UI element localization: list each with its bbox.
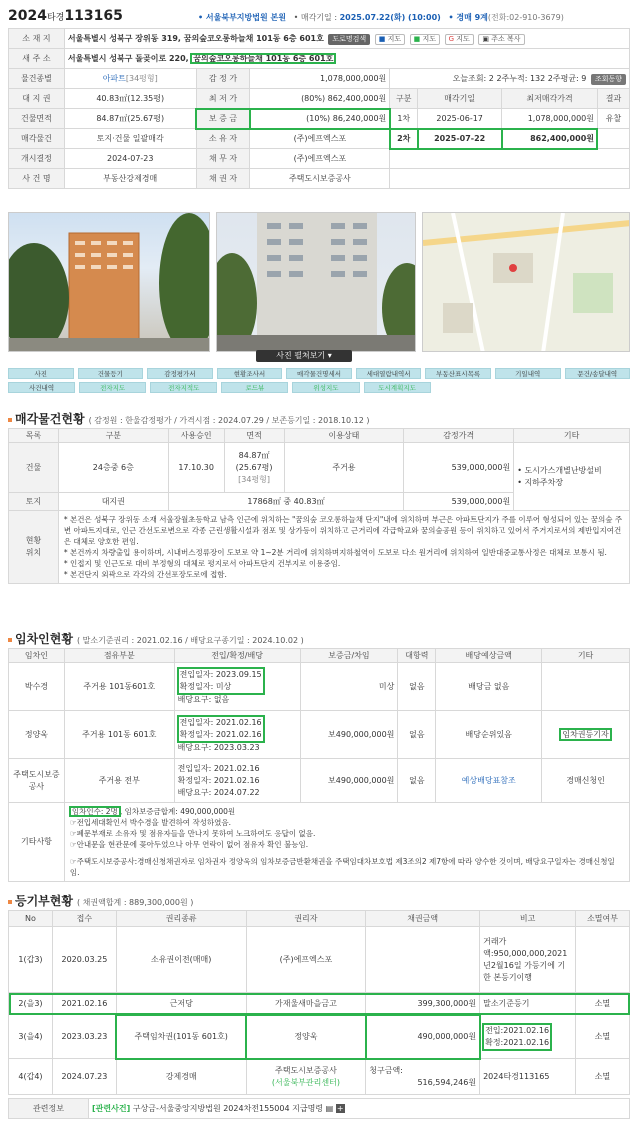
case-number: 2024타경113165 xyxy=(8,8,123,24)
copy-icon: ▣ xyxy=(482,34,489,43)
th-list: 목록 xyxy=(9,429,59,443)
tab-sale-spec[interactable]: 매각물건명세서 xyxy=(286,368,352,379)
empty-cell xyxy=(390,149,630,169)
th-approval: 사용승인 xyxy=(168,429,224,443)
start-label: 개시결정 xyxy=(9,149,65,169)
hist-row-2-date: 2025-07-22 xyxy=(418,129,502,149)
reg-holder: 주택도시보증공사 (서울북부관리센터) xyxy=(246,1059,366,1095)
views-cell xyxy=(390,69,630,89)
expand-photos-button[interactable]: 사진 펼쳐보기 ▾ xyxy=(256,350,352,362)
tab-building-register[interactable]: 건물등기 xyxy=(78,368,144,379)
hist-row-1-date: 2025-06-17 xyxy=(418,109,502,129)
tenant-etc xyxy=(542,663,630,711)
reg-no: 4(갑4) xyxy=(9,1059,53,1095)
reg-kind: 소유권이전(매매) xyxy=(116,927,246,993)
tenant-part: 주거용 101동 601호 xyxy=(64,711,174,759)
new-address-road: 서울특별시 성북구 돌곶이로 220, xyxy=(67,53,189,63)
tenant-deposit: 보490,000,000원 xyxy=(300,711,398,759)
naver-icon: ■ xyxy=(413,34,421,43)
photo-map-image xyxy=(423,213,630,352)
tenant-expected: 배당순위있음 xyxy=(436,711,542,759)
tab-roadview[interactable]: 로드뷰 xyxy=(221,382,288,393)
reg-date: 2021.02.16 xyxy=(52,993,116,1015)
land-value: 40.83㎡(12.35평) xyxy=(64,89,196,109)
other-notes: 임차인수: 2명 , 임차보증금합계: 490,000,000원 ☞전입세대확인서 박수경을 발견하여 작성하였음. ☞폐문부재로 소유자 및 점유자들을 만나지 못하여 노크하여도 응답이 없음. ☞안내문을 현관문에 꽂아두었으나 아무 연락이 없어 점유자 확인 불능임. ☞주택도시보증공사:경매신청채권자로 임차권자 정양욱의 임차보증금반환채권을 주택임대차보호법 제3조의2 제7항에 따라 양수한 것이며, 배당요구일자는 경매신청일임. xyxy=(64,803,629,882)
map-button-1[interactable]: ■ 지도 xyxy=(375,34,405,45)
kind-cell xyxy=(64,69,196,89)
table-row xyxy=(9,663,630,711)
debtor-label: 채 무 자 xyxy=(196,149,250,169)
table-row xyxy=(9,759,630,803)
building-etc: • 도시가스개별난방설비 • 지하주차장 xyxy=(514,443,630,511)
land-area: 17868㎡ 중 40.83㎡ xyxy=(168,493,404,511)
reg-amount: 490,000,000원 xyxy=(366,1015,480,1059)
property-status-table xyxy=(8,428,630,584)
area-value: 84.87㎡(25.67평) xyxy=(64,109,196,129)
tab-household[interactable]: 세대열람내역서 xyxy=(356,368,422,379)
th-right-type: 권리종류 xyxy=(116,911,246,927)
tenant-part: 주거용 전부 xyxy=(64,759,174,803)
tenant-deposit: 보490,000,000원 xyxy=(300,759,398,803)
case-name: 부동산강제경매 xyxy=(64,169,196,189)
tab-case-history[interactable]: 사건내역 xyxy=(8,382,75,393)
hist-header-price: 최저매각가격 xyxy=(502,89,598,109)
week2-views: 2주누적: 132 xyxy=(496,73,546,83)
row-land-label: 토지 xyxy=(9,493,59,511)
tenant-opposability: 없음 xyxy=(398,663,436,711)
th-tenant-etc: 기타 xyxy=(542,649,630,663)
tenant-etc: 경매신청인 xyxy=(542,759,630,803)
tenant-dates: 전입일자: 2023.09.15 확정일자: 미상 배당요구: 없음 xyxy=(174,663,300,711)
land-price: 539,000,000원 xyxy=(404,493,514,511)
sale-label: 매각물건 xyxy=(9,129,65,149)
th-extinct: 소멸여부 xyxy=(576,911,630,927)
photo-front-image xyxy=(217,213,416,352)
registry-table xyxy=(8,910,630,1095)
hist-row-1-result: 유찰 xyxy=(597,109,629,129)
hist-row-1-price: 1,078,000,000원 xyxy=(502,109,598,129)
building-approval: 17.10.30 xyxy=(168,443,224,493)
th-occupancy: 점유부분 xyxy=(64,649,174,663)
th-dates: 전입/확정/배당 xyxy=(174,649,300,663)
map-button-3[interactable]: G 지도 xyxy=(445,34,474,45)
reg-note: 말소기준등기 xyxy=(480,993,576,1015)
reg-amount xyxy=(366,927,480,993)
document-icon[interactable]: ▤ xyxy=(325,1103,334,1113)
hist-header-no: 구분 xyxy=(390,89,418,109)
th-type: 구분 xyxy=(58,429,168,443)
area-label: 건물면적 xyxy=(9,109,65,129)
location-text: * 본건은 성북구 장위동 소재 서울장월초등학교 남측 인근에 위치하는 "꿈의숲 코오롱하늘채 단지"내에 위치하며 부근은 아파트단지가 주를 이루어 형성되어 있는 꿈의숲 주변 아파트지대로, 인근 간선도로변으로 각종 근린생활시설과 점포 및 상가등이 위치하고 근거리에 각급학교와 꿈의숲공원 등이 위치하고 있어서 주거지로서의 제반입지여건은 대체로 양호한 편임. * 본건까지 차량출입 용이하며, 시내버스정류장이 도보로 약 1~2분 거리에 위치하며지하철역이 도보로 다소 원거리에 위치하여 일반대중교통사정은 대체로 보통시 됨. * 인접지 및 인근도로 대비 부정형의 대체로 평지로서 아파트단지 건부지로 이용중임. * 본건단지 외곽으로 각각의 간선포장도로에 접함. xyxy=(58,511,629,584)
reg-holder: 정양욱 xyxy=(246,1015,366,1059)
reg-kind: 주택임차권(101동 601호) xyxy=(116,1015,246,1059)
photo-building-front[interactable] xyxy=(216,212,416,352)
table-row xyxy=(9,1059,630,1095)
section-title-registry: 등기부현황 ( 채권액합계 : 889,300,000원 ) xyxy=(8,892,193,909)
th-no: No xyxy=(9,911,53,927)
hist-header-result: 결과 xyxy=(597,89,629,109)
hist-row-2-no: 2차 xyxy=(390,129,418,149)
min-price-label: 최 저 가 xyxy=(196,89,250,109)
photo-building-exterior[interactable] xyxy=(8,212,210,352)
kind-label: 물건종별 xyxy=(9,69,65,89)
new-address-row xyxy=(64,49,629,69)
reg-kind: 근저당 xyxy=(116,993,246,1015)
hist-row-2-price: 862,400,000원 xyxy=(502,129,598,149)
th-expected: 배당예상금액 xyxy=(436,649,542,663)
building-area: 84.87㎡ (25.67평) [34평형] xyxy=(224,443,284,493)
reg-date: 2020.03.25 xyxy=(52,927,116,993)
case-name-label: 사 건 명 xyxy=(9,169,65,189)
new-address-building: 꿈의숲코오롱하늘채 101동 6층 601호 xyxy=(193,53,334,63)
section-title-tenants: 임차인현황 ( 말소기준권리 : 2021.02.16 / 배당요구종기일 : 2024.10.02 ) xyxy=(8,630,304,647)
table-row xyxy=(9,1015,630,1059)
phone: (전화:02-910-3679) xyxy=(487,13,564,22)
tab-satellite[interactable]: 위성지도 xyxy=(292,382,359,393)
th-deposit: 보증금/차임 xyxy=(300,649,398,663)
min-price: (80%) 862,400,000원 xyxy=(250,89,390,109)
th-note: 비고 xyxy=(480,911,576,927)
tenant-opposability: 없음 xyxy=(398,759,436,803)
table-row xyxy=(9,993,630,1015)
address-label: 소 재 지 xyxy=(9,29,65,49)
kind-link[interactable]: 아파트 xyxy=(102,73,126,83)
location-label: 현황 위치 xyxy=(9,511,59,584)
row-building-label: 건물 xyxy=(9,443,59,493)
reg-status: 소멸 xyxy=(576,993,630,1015)
hist-row-2-result xyxy=(597,129,629,149)
related-tag: [관련사건] xyxy=(92,1103,131,1113)
sale-value: 토지·건물 일괄매각 xyxy=(64,129,196,149)
tenant-dates: 전입일자: 2021.02.16 확정일자: 2021.02.16 배당요구: 2023.03.23 xyxy=(174,711,300,759)
creditor-value: 주택도시보증공사 xyxy=(250,169,390,189)
appraisal-label: 감 정 가 xyxy=(196,69,250,89)
reg-no: 3(을4) xyxy=(9,1015,53,1059)
tenant-deposit: 미상 xyxy=(300,663,398,711)
other-label: 기타사항 xyxy=(9,803,65,882)
plus-icon[interactable]: + xyxy=(336,1103,344,1113)
photo-building-image xyxy=(9,213,210,352)
reg-amount: 399,300,000원 xyxy=(366,993,480,1015)
tenant-part: 주거용 101동601호 xyxy=(64,663,174,711)
th-etc: 기타 xyxy=(514,429,630,443)
table-row xyxy=(9,927,630,993)
debtor-value: (주)에프엑스포 xyxy=(250,149,390,169)
th-amount: 채권금액 xyxy=(366,911,480,927)
address-row xyxy=(64,29,629,49)
address: 서울특별시 성북구 장위동 319, 꿈의숲코오롱하늘채 101동 6층 601호 xyxy=(67,33,324,43)
building-price: 539,000,000원 xyxy=(404,443,514,493)
photo-site-map[interactable] xyxy=(422,212,630,352)
related-info-table xyxy=(8,1098,630,1119)
th-usage: 이용상태 xyxy=(284,429,404,443)
sale-date: 2025.07.22(화) (10:00) xyxy=(339,13,441,22)
deposit-value: (10%) 86,240,000원 xyxy=(250,109,390,129)
reg-date: 2023.03.23 xyxy=(52,1015,116,1059)
sale-date-label: • 매각기일 : xyxy=(293,13,338,22)
kind-pyeong: [34평형] xyxy=(125,73,158,83)
reg-holder: (주)에프엑스포 xyxy=(246,927,366,993)
tenant-expected: 배당금 없음 xyxy=(436,663,542,711)
reg-status xyxy=(576,927,630,993)
tenant-etc: 임차권등기자 xyxy=(542,711,630,759)
tab-e-map[interactable]: 전자지도 xyxy=(79,382,146,393)
building-usage: 주거용 xyxy=(284,443,404,493)
hist-header-date: 매각기일 xyxy=(418,89,502,109)
reg-no: 2(을3) xyxy=(9,993,53,1015)
table-row xyxy=(9,711,630,759)
department: • 경매 9계 xyxy=(448,13,488,22)
th-area: 면적 xyxy=(224,429,284,443)
owner-value: (주)에프엑스포 xyxy=(250,129,390,149)
tenant-name: 정양욱 xyxy=(9,711,65,759)
today-views: 오늘조회: 2 xyxy=(452,73,494,83)
tab-photos[interactable]: 사진 xyxy=(8,368,74,379)
tab-property-list[interactable]: 부동산표시목록 xyxy=(425,368,491,379)
photo-gallery xyxy=(8,210,630,360)
tenant-opposability: 없음 xyxy=(398,711,436,759)
land-label: 대 지 권 xyxy=(9,89,65,109)
section-title-property: 매각물건현황 ( 감정원 : 한울감정평가 / 가격시점 : 2024.07.29 / 보존등기일 : 2018.10.12 ) xyxy=(8,410,370,427)
appraisal-value: 1,078,000,000원 xyxy=(250,69,390,89)
tenant-count: 임차인수: 2명 xyxy=(71,807,118,816)
reg-status: 소멸 xyxy=(576,1059,630,1095)
reg-holder: 가재울새마을금고 xyxy=(246,993,366,1015)
tab-city-plan[interactable]: 도시계획지도 xyxy=(364,382,431,393)
reg-note: 전입:2021.02.16 확정:2021.02.16 xyxy=(480,1015,576,1059)
start-value: 2024-07-23 xyxy=(64,149,196,169)
new-address-label: 새 주 소 xyxy=(9,49,65,69)
reg-kind: 강제경매 xyxy=(116,1059,246,1095)
tab-survey[interactable]: 현황조사서 xyxy=(217,368,283,379)
top-bar xyxy=(0,0,640,28)
property-info-table xyxy=(8,28,630,189)
road-search-button[interactable]: 도로명검색 xyxy=(328,34,370,45)
tenant-total: , 임차보증금합계: 490,000,000원 xyxy=(119,807,236,816)
reg-date: 2024.07.23 xyxy=(52,1059,116,1095)
related-content xyxy=(89,1099,630,1119)
tab-date-history[interactable]: 기일내역 xyxy=(495,368,561,379)
reg-note: 2024타경113165 xyxy=(480,1059,576,1095)
related-label: 관련정보 xyxy=(9,1099,89,1119)
reg-note: 거래가액:950,000,000,2021년2월16일 가등기에 기한 본등기이행 xyxy=(480,927,576,993)
deposit-label: 보 증 금 xyxy=(196,109,250,129)
tenant-dates: 전입일자: 2021.02.16 확정일자: 2021.02.16 배당요구: 2024.07.22 xyxy=(174,759,300,803)
google-icon: G xyxy=(448,34,455,43)
reg-status: 소멸 xyxy=(576,1015,630,1059)
expected-dividend-link[interactable]: 예상배당표참조 xyxy=(436,759,542,803)
tenant-name: 박수경 xyxy=(9,663,65,711)
court-name: • 서울북부지방법원 본원 xyxy=(198,13,286,22)
tab-e-cadastral[interactable]: 전자지적도 xyxy=(150,382,217,393)
owner-label: 소 유 자 xyxy=(196,129,250,149)
th-opposability: 대항력 xyxy=(398,649,436,663)
creditor-label: 채 권 자 xyxy=(196,169,250,189)
related-link[interactable]: 구상금-서울중앙지방법원 2024차전155004 지급명령 xyxy=(132,1103,324,1113)
land-type: 대지권 xyxy=(58,493,168,511)
tab-documents[interactable]: 문건/송달내역 xyxy=(565,368,631,379)
view-trend-button[interactable]: 조회동향 xyxy=(591,74,626,85)
document-tabs xyxy=(8,368,630,396)
reg-amount: 청구금액: 516,594,246원 xyxy=(366,1059,480,1095)
hist-row-1-no: 1차 xyxy=(390,109,418,129)
map-icon: ■ xyxy=(378,34,386,43)
tenant-name: 주택도시보증공사 xyxy=(9,759,65,803)
tenant-table xyxy=(8,648,630,882)
empty-cell-2 xyxy=(390,169,630,189)
tab-appraisal[interactable]: 감정평가서 xyxy=(147,368,213,379)
th-receipt: 접수 xyxy=(52,911,116,927)
building-floor: 24층중 6층 xyxy=(58,443,168,493)
week2-avg: 2주평균: 9 xyxy=(547,73,587,83)
th-tenant: 임차인 xyxy=(9,649,65,663)
reg-no: 1(갑3) xyxy=(9,927,53,993)
copy-address-button[interactable]: ▣ 주소 복사 xyxy=(478,34,524,45)
th-appraisal: 감정가격 xyxy=(404,429,514,443)
map-button-2[interactable]: ■ 지도 xyxy=(410,34,440,45)
th-holder: 권리자 xyxy=(246,911,366,927)
case-summary xyxy=(198,12,564,23)
